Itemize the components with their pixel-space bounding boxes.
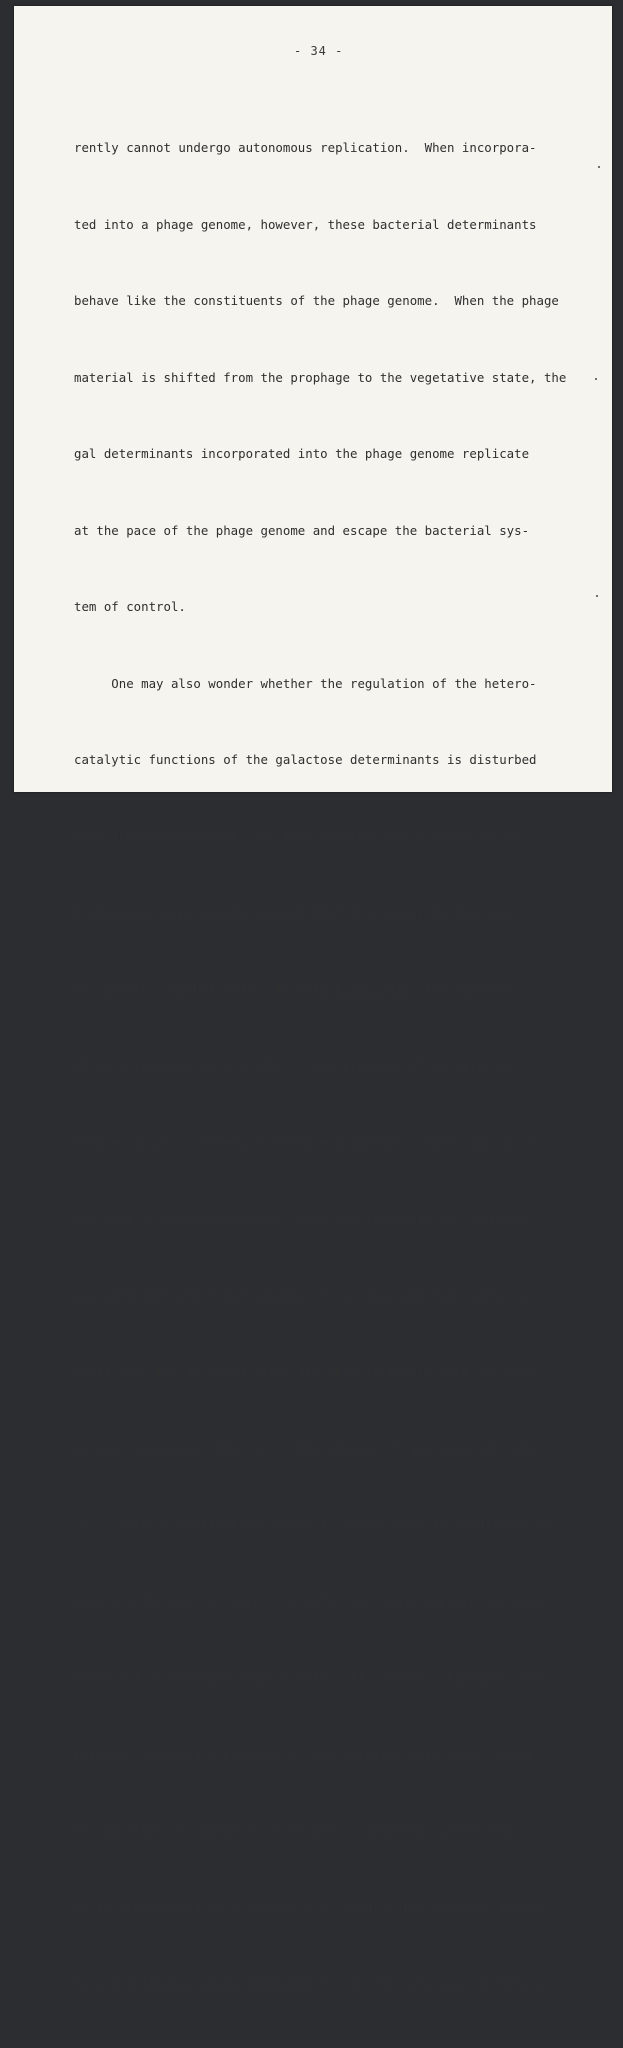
- margin-mark: [598, 166, 600, 168]
- text-segment: mutants: [466, 1211, 527, 1226]
- text-line: Preliminary experiments suggest that this might be the case: [74, 905, 515, 920]
- text-line: [74, 1206, 594, 1232]
- text-line: of galactokinase occurs only in the presence of an external: [74, 1058, 515, 1073]
- document-page: [14, 6, 612, 1991]
- text-line: [74, 1665, 594, 1691]
- text-line: One may also wonder whether the regulation of the hetero-: [74, 675, 537, 691]
- text-line: rently cannot undergo autonomous replication. When incorpora-: [74, 140, 537, 155]
- text-line: [74, 1742, 594, 1768]
- text-segment: the case of β-galactosidase. When non-lysogenic gal: [74, 1211, 462, 1226]
- superscript: +: [245, 1287, 251, 1297]
- text-line: cells are exposed to a dose of U.V. light which releases immuni-: [74, 1899, 552, 1915]
- text-line: [74, 977, 594, 1003]
- text-segment: phage,: [489, 1746, 542, 1762]
- text-line: inducer which is likely to release a specific repression as in: [74, 1134, 537, 1150]
- margin-mark: [595, 378, 597, 380]
- species-name: E.coli: [335, 981, 380, 997]
- text-line: me constitutively, that is in the absence of any external indu-: [74, 1440, 544, 1456]
- text-line: tem of control.: [74, 599, 186, 614]
- text-line: no constitutive synthesis of enzyme is observed, unless the: [74, 1823, 515, 1838]
- text-line: short lag, the infected cells are able to manufacture the enzy-: [74, 1364, 544, 1379]
- body-text: [74, 84, 594, 2048]
- text-line: at the pace of the phage genome and escape the bacterial sys-: [74, 522, 530, 538]
- text-segment: phages, it is observed that, after a: [250, 1287, 527, 1303]
- text-line: when these determinants are incorporated into a phage genome.: [74, 828, 530, 844]
- text-line: single infection, in which the defective λ-gal appears (cf Arber,: [74, 1593, 559, 1609]
- text-line: material is shifted from the prophage to the vegetative state, the: [74, 369, 567, 385]
- text-line: ty and initiates phage development. In the same way, in hetero-: [74, 1976, 552, 1991]
- text-segment: mutants, carrying a prophage λ, are infected with λ-gal: [74, 1746, 485, 1762]
- superscript: -: [543, 1670, 549, 1679]
- text-line: [74, 1283, 594, 1309]
- margin-mark: [596, 595, 598, 597]
- text-segment: K12, the synthesis: [379, 981, 522, 997]
- text-segment: 1958) not to multiply vegetatively. If, however, lysogenic gal: [74, 1670, 544, 1685]
- text-line: catalytic functions of the galactose determinants is disturbed: [74, 752, 537, 767]
- superscript: +: [484, 1746, 490, 1756]
- text-segment: (G. Buttin, unpublished). In wild: [74, 981, 336, 997]
- superscript: -: [461, 1211, 467, 1220]
- text-line: gal determinants incorporated into the phage genome replicate: [74, 446, 530, 461]
- text-line: behave like the constituents of the phage genome. When the phage: [74, 293, 559, 308]
- text-segment: are infected with λ-gal: [74, 1287, 246, 1303]
- page-number: - 34 -: [294, 44, 344, 58]
- text-line: ted into a phage genome, however, these bacterial determinants: [74, 216, 537, 232]
- text-line: cer. Such a constitutive synthesis occurs even in conditions of: [74, 1517, 552, 1532]
